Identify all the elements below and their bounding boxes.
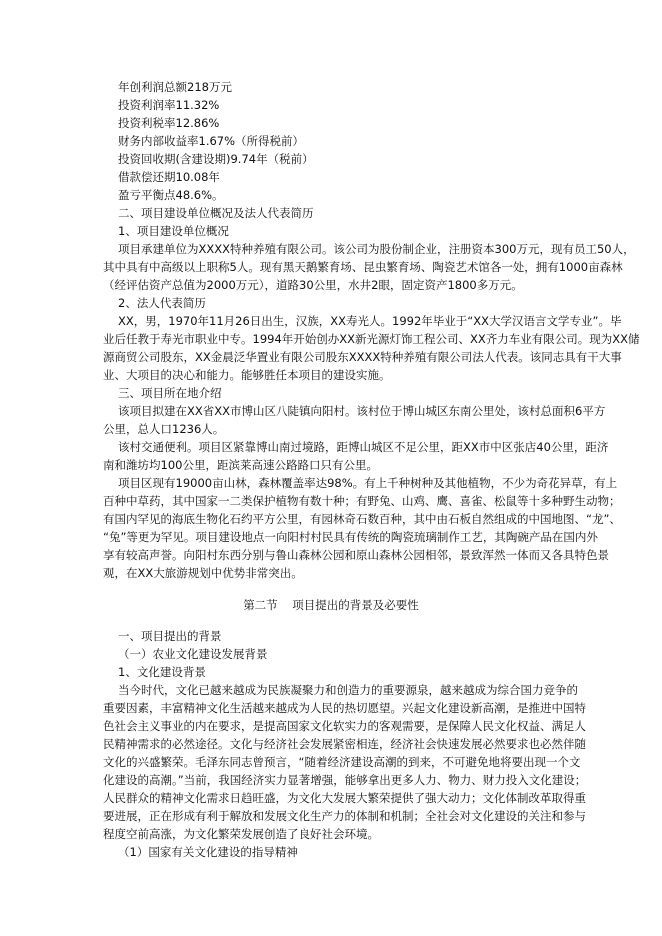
summary-payback: 投资回收期(含建设期)9.74年（税前） bbox=[118, 152, 314, 166]
unit-para-line: 其中具有中高级以上职称5人。现有黑天鹅繁育场、昆虫繁育场、陶瓷艺术馆各一处，拥有1000亩森林 bbox=[103, 260, 623, 274]
traffic-para-line: 南和潍坊均100公里，距滨莱高速公路路口只有公里。 bbox=[103, 458, 378, 472]
summary-irr: 财务内部收益率1.67%（所得税前） bbox=[118, 134, 305, 148]
summary-profit-total: 年创利润总额218万元 bbox=[118, 80, 232, 94]
unit-para-line: 项目承建单位为XXXX特种养殖有限公司。该公司为股份制企业，注册资本300万元，现有员工50人， bbox=[118, 242, 635, 256]
section-heading-unit-rep: 二、项目建设单位概况及法人代表简历 bbox=[118, 206, 314, 220]
traffic-para-line: 该村交通便利。项目区紧靠博山南过境路，距博山城区不足公里，距XX市中区张店40公里，距济 bbox=[118, 440, 609, 454]
background-heading: 一、项目提出的背景 bbox=[118, 629, 222, 643]
resource-para-line: 百种中草药，其中国家一二类保护植物有数十种；有野兔、山鸡、鹰、喜雀、松鼠等十多种野生动物； bbox=[103, 494, 621, 508]
culture-para-line: 色社会主义事业的内在要求，是提高国家文化软实力的客观需要，是保障人民文化权益、满足人 bbox=[103, 719, 586, 733]
culture-para-line: 化建设的高潮。”当前，我国经济实力显著增强，能够拿出更多人力、物力、财力投入文化建设； bbox=[103, 773, 587, 787]
culture-para-line: 程度空前高涨，为文化繁荣发展创造了良好社会环境。 bbox=[103, 827, 379, 841]
culture-para-line: 当今时代，文化已越来越成为民族凝聚力和创造力的重要源泉，越来越成为综合国力竞争的 bbox=[118, 683, 578, 697]
location-heading: 三、项目所在地介绍 bbox=[118, 386, 222, 400]
resource-para-line: 项目区现有19000亩山林，森林覆盖率达98%。有上千种树种及其他植物，不少为奇花异草，有上 bbox=[118, 476, 618, 490]
rep-para-line: 业、大项目的决心和能力。能够胜任本项目的建设实施。 bbox=[103, 368, 391, 382]
resource-para-line: 观，在XX大旅游规划中优势非常突出。 bbox=[103, 566, 303, 580]
unit-heading: 1、项目建设单位概况 bbox=[118, 224, 229, 238]
resource-para-line: 有国内罕见的海底生物化石约平方公里，有园林奇石数百种，其中由石板自然组成的中国地图、“龙”、 bbox=[103, 512, 621, 526]
summary-tax-rate: 投资利税率12.86% bbox=[118, 116, 220, 130]
location-para-line: 该项目拟建在XX省XX市博山区八陡镇向阳村。该村位于博山城区东南公里处，该村总面积6平方 bbox=[118, 404, 606, 418]
policy-heading: （1）国家有关文化建设的指导精神 bbox=[118, 845, 298, 859]
culture-para-line: 要进展，正在形成有利于解放和发展文化生产力的体制和机制；全社会对文化建设的关注和参与 bbox=[103, 809, 586, 823]
resource-para-line: “兔”等更为罕见。项目建设地点一向阳村村民具有传统的陶瓷琉璃制作工艺，其陶碗产品在国内外 bbox=[103, 530, 598, 544]
rep-para-line: XX，男，1970年11月26日出生，汉族，XX寿光人。1992年毕业于“XX大学汉语言文学专业”。毕 bbox=[118, 314, 622, 328]
rep-heading: 2、法人代表简历 bbox=[118, 296, 206, 310]
culture-heading: 1、文化建设背景 bbox=[118, 665, 206, 679]
summary-roi: 投资利润率11.32% bbox=[118, 98, 220, 112]
summary-loan-term: 借款偿还期10.08年 bbox=[118, 170, 220, 184]
background-subheading: （一）农业文化建设发展背景 bbox=[118, 647, 268, 661]
location-para-line: 公里，总人口1236人。 bbox=[103, 422, 225, 436]
rep-para-line: 源商贸公司股东，XX金晨泛华置业有限公司股东XXXX特种养殖有限公司法人代表。该同志具有干大事 bbox=[103, 350, 622, 364]
rep-para-line: 业后任教于寿光市职业中专。1994年开始创办XX新光源灯饰工程公司、XX齐力车业有限公司。现为XX储 bbox=[103, 332, 640, 346]
culture-para-line: 民精神需求的必然途径。文化与经济社会发展紧密相连，经济社会快速发展必然要求也必然伴随 bbox=[103, 737, 586, 751]
section-title: 第二节 项目提出的背景及必要性 bbox=[243, 598, 419, 612]
unit-para-line: （经评估资产总值为2000万元），道路30公里，水井2眼，固定资产1800多万元。 bbox=[103, 278, 523, 292]
culture-para-line: 重要因素，丰富精神文化生活越来越成为人民的热切愿望。兴起文化建设新高潮，是推进中国特 bbox=[103, 701, 586, 715]
culture-para-line: 文化的兴盛繁荣。毛泽东同志曾预言，“随着经济建设高潮的到来，不可避免地将要出现一个文 bbox=[103, 755, 581, 769]
culture-para-line: 人民群众的精神文化需求日趋旺盛，为文化大发展大繁荣提供了强大动力；文化体制改革取得重 bbox=[103, 791, 586, 805]
resource-para-line: 享有较高声誉。向阳村东西分别与鲁山森林公园和原山森林公园相邻，景致浑然一体而又各具特色景 bbox=[103, 548, 609, 562]
summary-breakeven: 盈亏平衡点48.6%。 bbox=[118, 188, 224, 202]
